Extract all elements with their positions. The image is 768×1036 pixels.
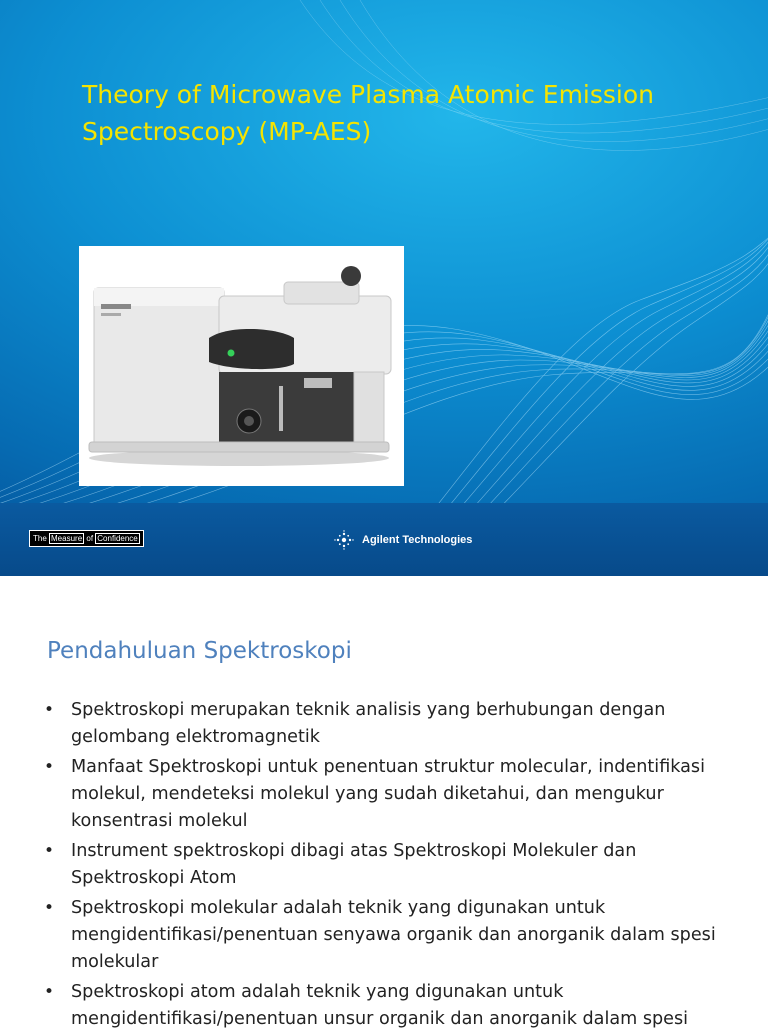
tagline-badge: [29, 530, 144, 547]
bullet-icon: •: [44, 757, 55, 777]
tagline-text-2: Measure: [51, 534, 83, 543]
section-heading: Pendahuluan Spektroskopi: [47, 638, 352, 664]
brand-name: Agilent Technologies: [362, 534, 473, 546]
bullet-icon: •: [44, 898, 55, 918]
agilent-brand: [334, 530, 472, 550]
bullet-text: Spektroskopi molekular adalah teknik yang digunakan untuk mengidentifikasi/penentuan senyawa organik dan anorganik dalam spesi molekular: [71, 898, 716, 972]
tagline-text-4: Confidence: [97, 534, 138, 543]
list-item: [44, 979, 744, 1033]
list-item: [44, 895, 744, 976]
list-item: [44, 697, 744, 751]
bullet-icon: •: [44, 700, 55, 720]
bullet-list: [44, 697, 744, 1036]
list-item: [44, 754, 744, 835]
list-item: [44, 838, 744, 892]
bullet-icon: •: [44, 841, 55, 861]
mp-aes-instrument-photo: [79, 246, 404, 486]
slide-title: Theory of Microwave Plasma Atomic Emission Spectroscopy (MP-AES): [82, 80, 654, 146]
bullet-icon: •: [44, 982, 55, 1002]
content-slide: [0, 576, 768, 1029]
tagline-text-1: The: [33, 534, 50, 543]
tagline-text-3: of: [84, 534, 96, 543]
bullet-text: Spektroskopi merupakan teknik analisis yang berhubungan dengan gelombang elektromagnetik: [71, 700, 666, 747]
bullet-text: Instrument spektroskopi dibagi atas Spektroskopi Molekuler dan Spektroskopi Atom: [71, 841, 637, 888]
bullet-text: Spektroskopi atom adalah teknik yang digunakan untuk mengidentifikasi/penentuan unsur organik dan anorganik dalam spesi: [71, 982, 689, 1029]
bullet-text: Manfaat Spektroskopi untuk penentuan struktur molecular, indentifikasi molekul, mendeteksi molekul yang sudah diketahui, dan mengukur konsentrasi molekul: [71, 757, 705, 831]
agilent-spark-logo-icon: [334, 530, 354, 550]
